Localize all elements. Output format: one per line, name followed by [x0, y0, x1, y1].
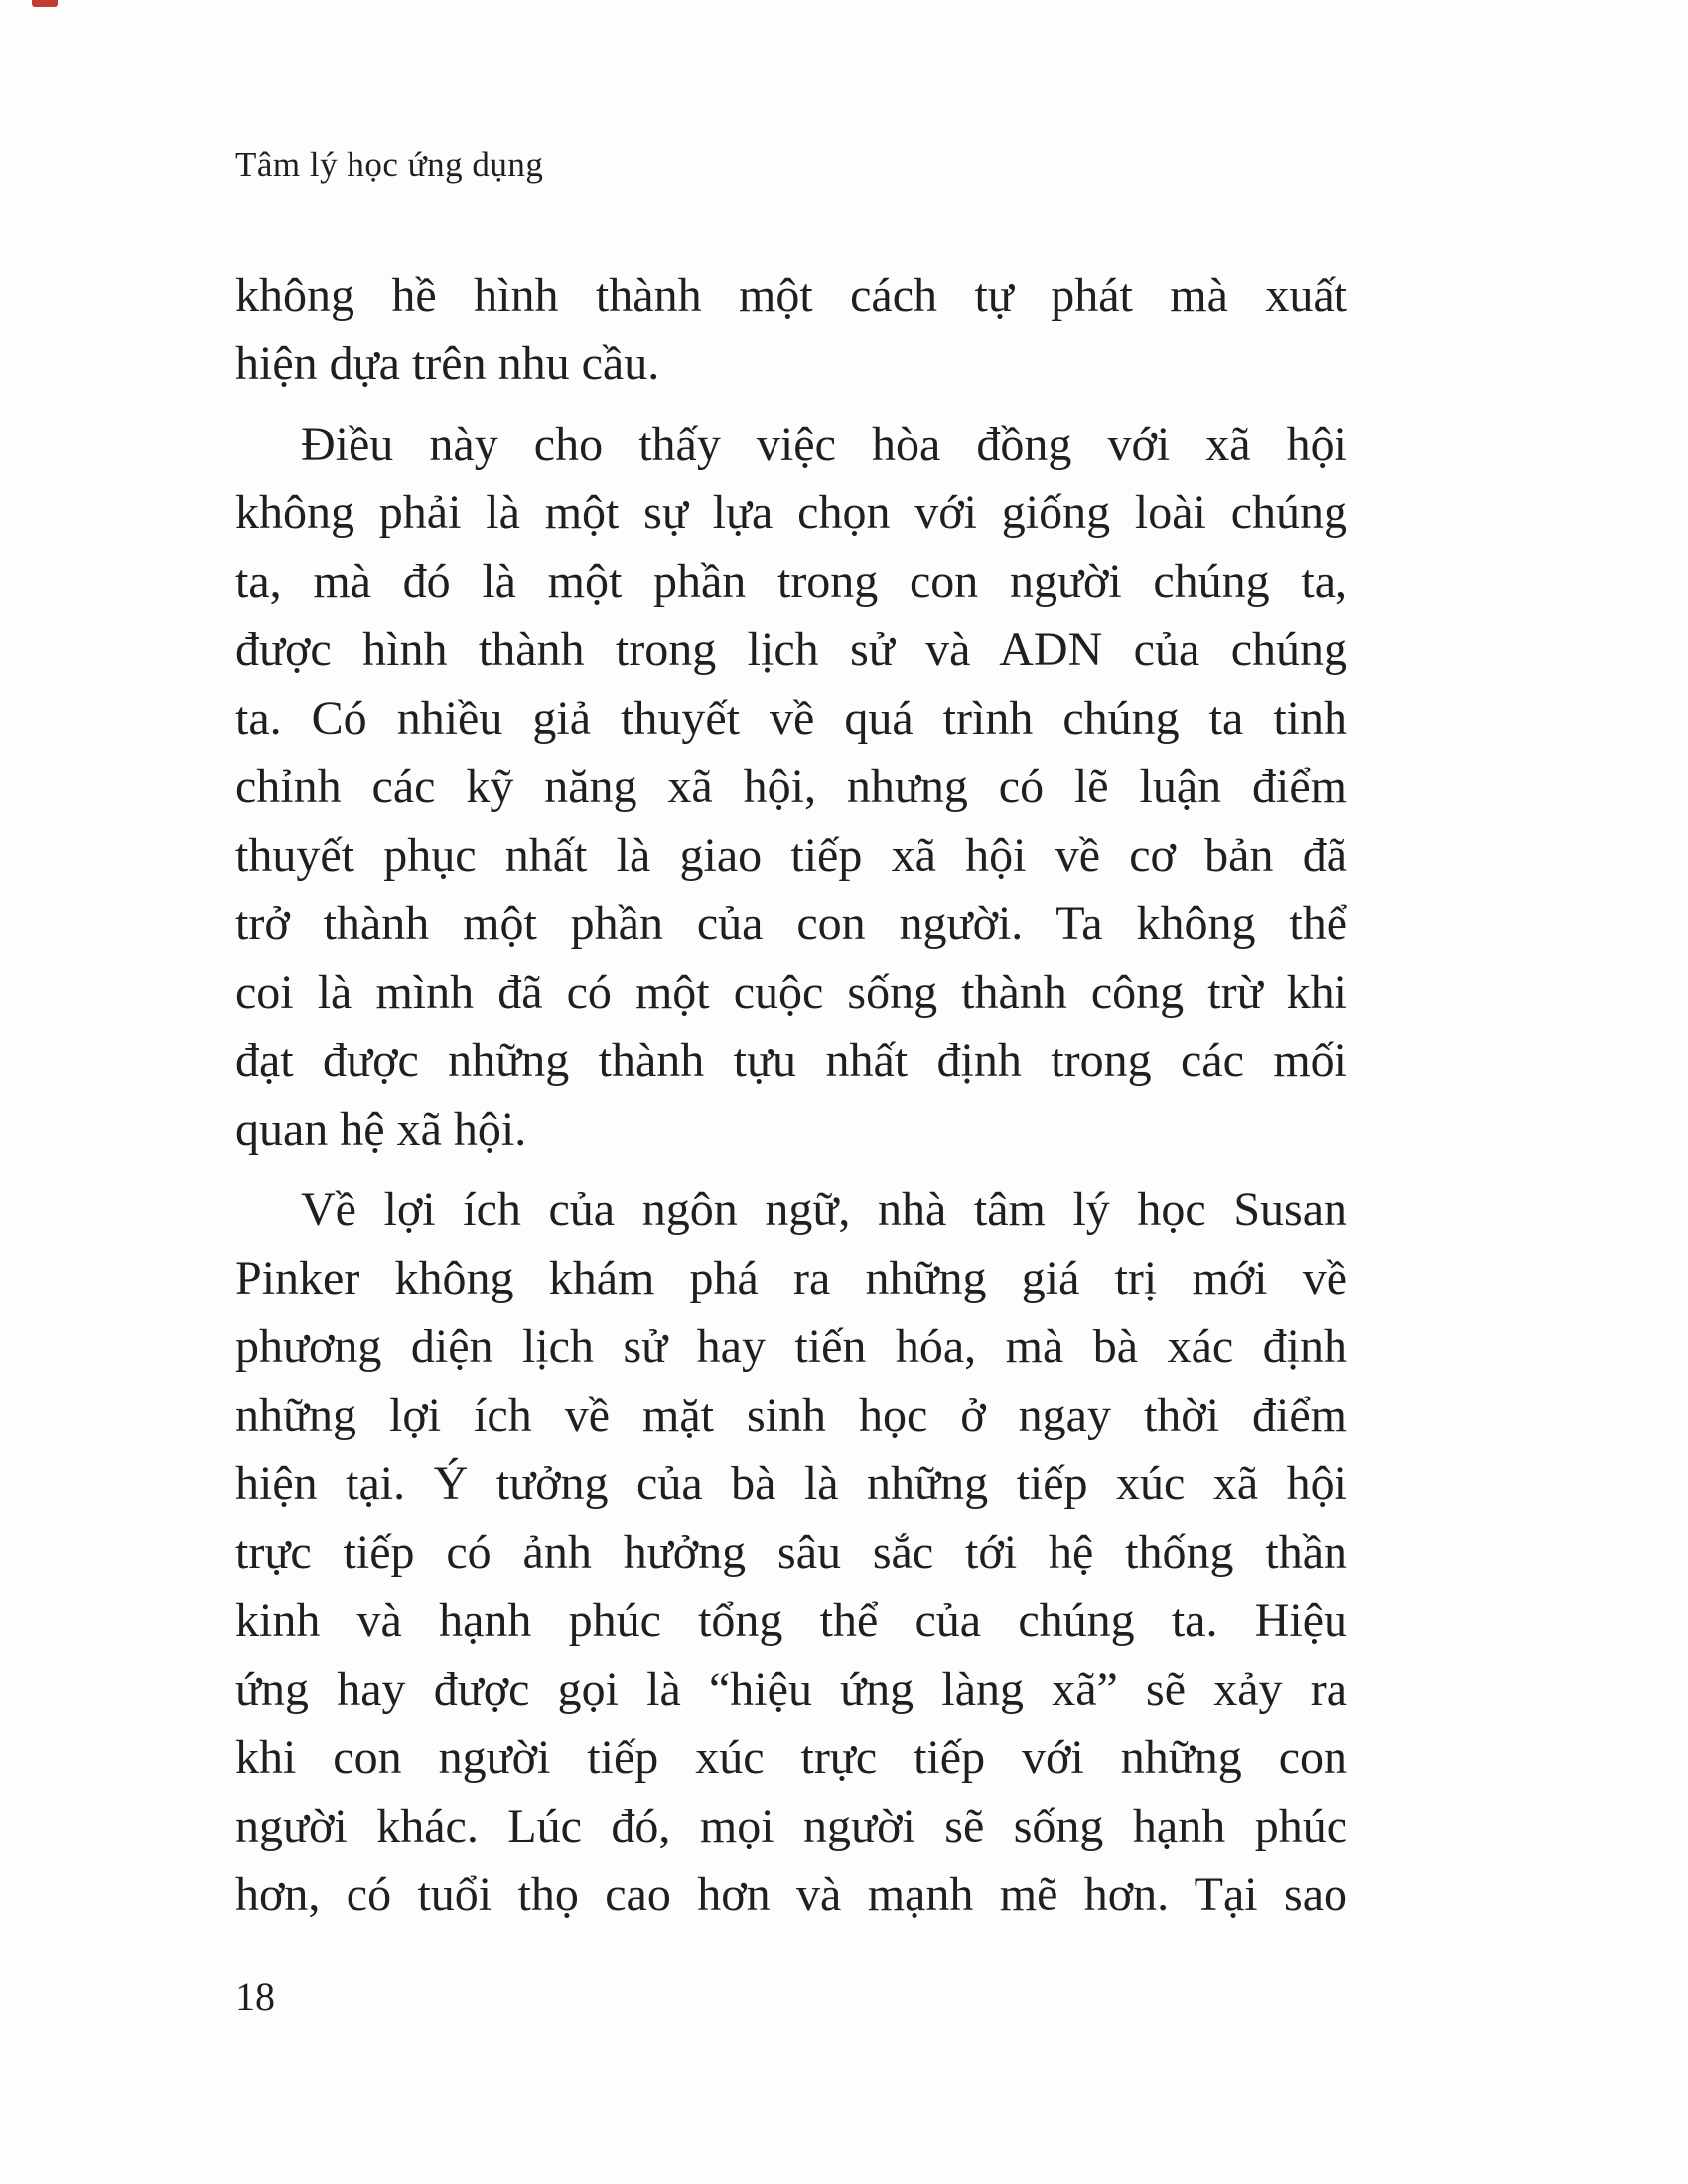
text-line: Pinker không khám phá ra những giá trị mới về: [235, 1252, 1347, 1304]
text-line: đạt được những thành tựu nhất định trong các mối: [235, 1034, 1347, 1087]
text-line: trực tiếp có ảnh hưởng sâu sắc tới hệ thống thần: [235, 1526, 1347, 1578]
text-line: ta, mà đó là một phần trong con người chúng ta,: [235, 555, 1347, 608]
paragraph: [235, 410, 1347, 1163]
text-line: chỉnh các kỹ năng xã hội, nhưng có lẽ luận điểm: [235, 760, 1347, 813]
text-line: Về lợi ích của ngôn ngữ, nhà tâm lý học Susan: [301, 1183, 1347, 1236]
text-line: hiện tại. Ý tưởng của bà là những tiếp xúc xã hội: [235, 1457, 1347, 1510]
text-line: khi con người tiếp xúc trực tiếp với những con: [235, 1731, 1347, 1784]
text-line: Điều này cho thấy việc hòa đồng với xã hội: [301, 418, 1347, 471]
text-line: người khác. Lúc đó, mọi người sẽ sống hạnh phúc: [235, 1800, 1347, 1852]
text-line: hiện dựa trên nhu cầu.: [235, 338, 660, 390]
text-line: quan hệ xã hội.: [235, 1103, 527, 1156]
text-line: phương diện lịch sử hay tiến hóa, mà bà xác định: [235, 1320, 1347, 1373]
body-text: [235, 261, 1347, 1941]
page-number: 18: [235, 1975, 275, 2019]
running-header: Tâm lý học ứng dụng: [235, 145, 544, 184]
text-line: được hình thành trong lịch sử và ADN của chúng: [235, 623, 1347, 676]
text-line: kinh và hạnh phúc tổng thể của chúng ta. Hiệu: [235, 1594, 1347, 1647]
text-line: coi là mình đã có một cuộc sống thành công trừ khi: [235, 966, 1347, 1019]
text-line: không hề hình thành một cách tự phát mà xuất: [235, 269, 1347, 322]
text-line: những lợi ích về mặt sinh học ở ngay thời điểm: [235, 1389, 1347, 1441]
text-line: trở thành một phần của con người. Ta không thể: [235, 897, 1347, 950]
text-line: hơn, có tuổi thọ cao hơn và mạnh mẽ hơn. Tại sao: [235, 1868, 1347, 1921]
text-line: ứng hay được gọi là “hiệu ứng làng xã” sẽ xảy ra: [235, 1663, 1347, 1715]
paragraph: [235, 261, 1347, 398]
text-line: không phải là một sự lựa chọn với giống loài chúng: [235, 486, 1347, 539]
paragraph: [235, 1175, 1347, 1929]
text-line: ta. Có nhiều giả thuyết về quá trình chúng ta tinh: [235, 692, 1347, 745]
scan-artifact: [32, 0, 58, 7]
text-line: thuyết phục nhất là giao tiếp xã hội về cơ bản đã: [235, 829, 1347, 882]
